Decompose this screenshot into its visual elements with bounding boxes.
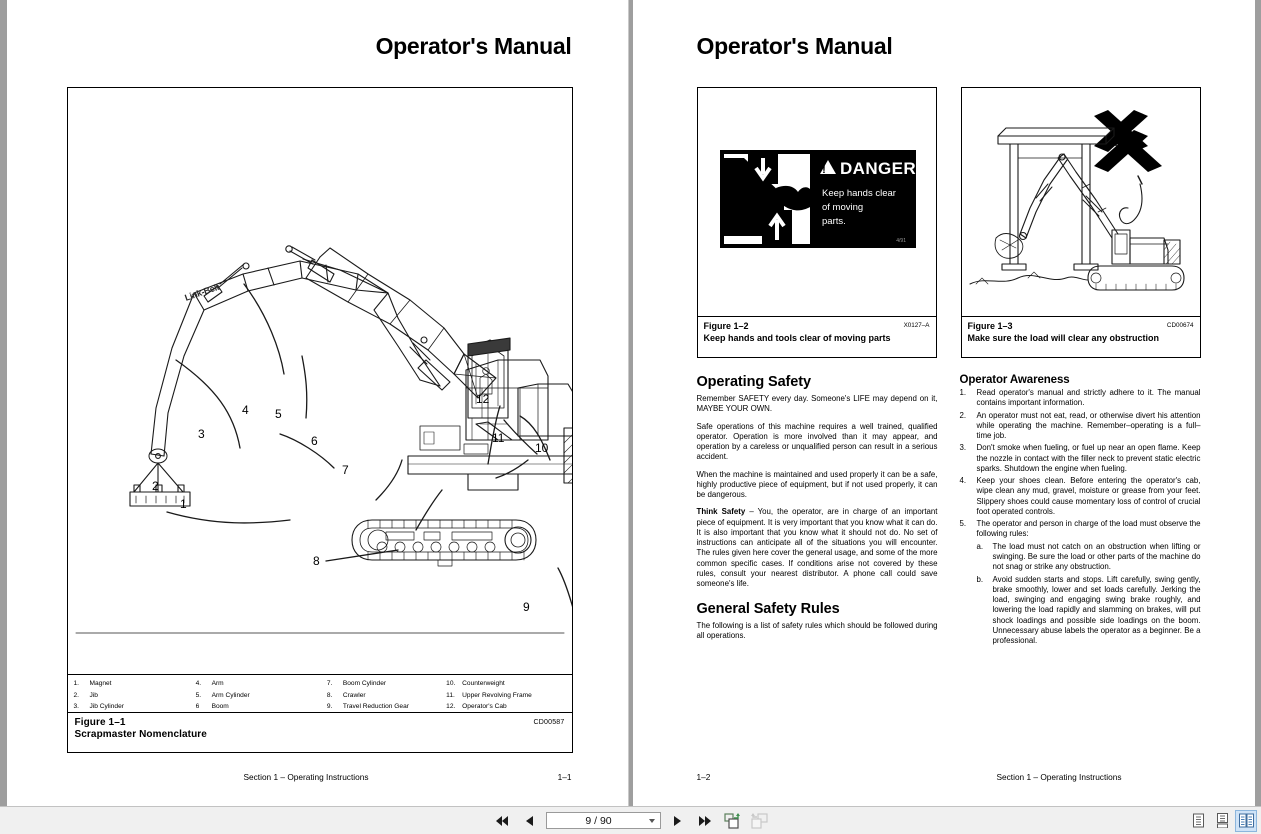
svg-text:Link-Belt: Link-Belt xyxy=(182,281,221,303)
svg-text:!: ! xyxy=(821,164,826,176)
text-column-operating-safety xyxy=(697,374,938,648)
danger-decal-illustration xyxy=(698,88,936,318)
paragraph: Safe operations of this machine requires a well trained, qualified operator. Operation is more involved than it may appear, and operation by a careless or unqualified person can result in a serious accident. xyxy=(696,421,938,462)
rotate-clockwise-icon xyxy=(724,813,741,829)
figure-caption-text: Keep hands and tools clear of moving parts xyxy=(703,333,891,343)
paragraph-think-safety xyxy=(697,507,938,589)
svg-text:3: 3 xyxy=(197,427,205,441)
list-item-marker: 2. xyxy=(959,410,967,420)
svg-text:6: 6 xyxy=(310,434,318,448)
figure-number: Figure 1–2 xyxy=(703,321,749,331)
rotate-counterclockwise-button[interactable] xyxy=(749,811,769,831)
list-item-text: Read operator's manual and strictly adhere to it. The manual contains important information. xyxy=(976,388,1201,408)
legend-item-label: Boom xyxy=(211,703,229,711)
figure-reference-code: CD00674 xyxy=(1166,322,1194,329)
legend-item-number: 9. xyxy=(326,703,333,711)
section-heading-operator-awareness: Operator Awareness xyxy=(959,374,1070,386)
continuous-scroll-icon xyxy=(1216,813,1229,828)
figure-reference-code: X0127–A xyxy=(903,322,930,329)
legend-column xyxy=(327,679,446,712)
operator-awareness-sublist xyxy=(977,542,1201,647)
figure-number: Figure 1–3 xyxy=(967,321,1013,331)
list-item-marker: 1. xyxy=(959,388,967,397)
legend-item-number: 5. xyxy=(195,691,202,699)
list-item-text: An operator must not eat, read, or otherwise divert his attention while operating the machine. Remember–operating is a full–time job. xyxy=(976,410,1201,441)
svg-text:8: 8 xyxy=(312,554,320,568)
page-number-value: 9 / 90 xyxy=(585,814,612,827)
figure-caption-text: Scrapmaster Nomenclature xyxy=(74,729,207,740)
legend-item-number: 6 xyxy=(195,703,200,711)
last-page-icon xyxy=(698,815,712,827)
list-item-text: The operator and person in charge of the load must observe the following rules: xyxy=(976,519,1201,539)
sub-list-item-text: The load must not catch on an obstruction when lifting or swinging. Be sure the load or other parts of the machine do not snag or strike any obstruction. xyxy=(992,541,1201,572)
two-page-view-button[interactable] xyxy=(1235,810,1257,832)
list-item-marker: 3. xyxy=(959,443,967,453)
paragraph: When the machine is maintained and used properly it can be a safe, highly productive piece of equipment, but if not used properly, it can be dangerous. xyxy=(696,469,938,500)
svg-text:11: 11 xyxy=(491,431,504,445)
last-page-button[interactable] xyxy=(695,811,715,831)
list-item-marker: 4. xyxy=(959,476,967,486)
legend-item xyxy=(196,691,327,701)
legend-item-number: 2. xyxy=(73,691,79,699)
rotate-clockwise-button[interactable] xyxy=(722,811,742,831)
page-number-select[interactable] xyxy=(546,812,661,829)
list-item-text: Keep your shoes clean. Before entering the operator's cab, wipe clean any mud, gravel, moisture or grease from your feet. Slippery shoes could cause momentary loss of control of crucial foot operated controls. xyxy=(976,476,1201,516)
think-safety-body: – You, the operator, are in charge of an important piece of equipment. It is very important that you know what it can do. It is also important that you know what it should not do. No set of instructions can anticipate all of the situations you will encounter. The rules given here cover the general usage, and some of the more common specific cases. If conditions arise not covered by these rules, consult your nearest distributor. A phone call could save someone's life. xyxy=(696,507,938,589)
svg-text:Wrong: Wrong xyxy=(1112,138,1143,149)
svg-text:12: 12 xyxy=(475,392,489,406)
page-footer-number-left: 1–1 xyxy=(557,772,572,782)
sub-list-item xyxy=(977,542,1201,573)
svg-text:of moving: of moving xyxy=(821,202,863,213)
legend-item-label: Operator's Cab xyxy=(462,703,507,711)
svg-text:10: 10 xyxy=(534,441,548,455)
page-title-right: Operator's Manual xyxy=(696,33,893,59)
figure-1-3-container xyxy=(961,87,1201,358)
legend-column xyxy=(446,679,565,712)
viewer-toolbar[interactable] xyxy=(0,806,1261,834)
sub-list-item xyxy=(977,575,1201,647)
figure-1-1-caption xyxy=(68,712,572,752)
think-safety-lead: Think Safety xyxy=(696,507,746,517)
legend-item-label: Counterweight xyxy=(462,680,505,687)
legend-item-number: 7. xyxy=(326,680,333,687)
next-page-button[interactable] xyxy=(668,811,688,831)
svg-text:9: 9 xyxy=(522,600,530,614)
sub-list-item-marker: a. xyxy=(976,541,984,551)
page-footer-section-left: Section 1 – Operating Instructions xyxy=(243,772,369,782)
single-page-view-button[interactable] xyxy=(1187,810,1209,832)
list-item xyxy=(960,388,1201,409)
obstruction-illustration xyxy=(962,88,1200,318)
list-item xyxy=(960,411,1201,442)
svg-text:DANGER: DANGER xyxy=(839,159,916,178)
legend-item-label: Arm xyxy=(211,680,224,687)
legend-item-label: Jib Cylinder xyxy=(89,703,124,711)
figure-caption-text: Make sure the load will clear any obstruction xyxy=(967,333,1160,343)
svg-text:7: 7 xyxy=(341,463,349,477)
document-page-right[interactable] xyxy=(633,0,1255,806)
page-title-left: Operator's Manual xyxy=(375,33,572,59)
list-item xyxy=(960,443,1201,474)
legend-item-label: Magnet xyxy=(89,680,112,687)
two-page-icon xyxy=(1239,813,1254,828)
svg-text:1: 1 xyxy=(179,497,187,511)
page-footer-number-right: 1–2 xyxy=(696,772,711,782)
rotate-counterclockwise-icon xyxy=(751,813,768,829)
chevron-right-icon xyxy=(673,815,683,827)
figure-reference-code: CD00587 xyxy=(533,719,565,726)
svg-text:5: 5 xyxy=(274,407,282,421)
legend-column xyxy=(74,679,196,712)
legend-item-number: 12. xyxy=(446,703,456,711)
list-item xyxy=(960,476,1201,517)
figure-1-3-caption xyxy=(962,316,1200,357)
svg-text:2: 2 xyxy=(151,479,159,493)
legend-item-label: Upper Revolving Frame xyxy=(462,691,532,699)
section-heading-operating-safety: Operating Safety xyxy=(696,374,811,390)
svg-text:4/91: 4/91 xyxy=(895,238,906,244)
legend-item-number: 10. xyxy=(446,680,456,687)
chevron-left-icon xyxy=(524,815,534,827)
section-heading-general-safety-rules: General Safety Rules xyxy=(696,600,840,617)
paragraph: Remember SAFETY every day. Someone's LIFE may depend on it, MAYBE YOUR OWN. xyxy=(696,394,938,414)
single-page-icon xyxy=(1192,813,1205,828)
previous-page-button[interactable] xyxy=(519,811,539,831)
list-item-text: Don't smoke when fueling, or fuel up near an open flame. Keep the nozzle in contact with the filler neck to prevent static electric sparks. Shutdown the engine when fueling. xyxy=(976,443,1201,473)
legend-item xyxy=(327,691,446,701)
legend-item-number: 11. xyxy=(446,691,455,699)
page-spread xyxy=(7,0,1255,806)
chevron-down-icon xyxy=(649,819,655,823)
legend-column xyxy=(196,679,327,712)
page-footer-section-right: Section 1 – Operating Instructions xyxy=(996,772,1122,782)
first-page-button[interactable] xyxy=(492,811,512,831)
figure-1-2-caption xyxy=(698,316,936,357)
toolbar-view-mode-group xyxy=(1187,810,1257,832)
legend-item-number: 3. xyxy=(73,703,79,711)
first-page-icon xyxy=(495,815,509,827)
legend-item-label: Arm Cylinder xyxy=(211,691,250,699)
legend-item xyxy=(74,679,196,689)
list-item xyxy=(960,519,1201,646)
figure-1-1-container xyxy=(67,87,573,753)
sub-list-item-marker: b. xyxy=(976,574,984,584)
excavator-diagram xyxy=(68,88,572,683)
svg-text:parts.: parts. xyxy=(821,216,846,227)
paragraph: The following is a list of safety rules which should be followed during all operations. xyxy=(696,620,938,640)
document-page-left[interactable] xyxy=(7,0,629,806)
svg-text:Keep hands clear: Keep hands clear xyxy=(821,188,896,199)
figure-legend xyxy=(68,674,572,712)
legend-item-number: 1. xyxy=(73,680,79,687)
legend-item-label: Jib xyxy=(89,691,98,699)
legend-item xyxy=(446,691,565,701)
figure-1-2-container xyxy=(697,87,937,358)
sub-list-item-text: Avoid sudden starts and stops. Lift carefully, swing gently, brake smoothly, lower and set loads carefully. Jerking the load, swinging and engaging swing brake roughly, and lowering the load rapidly and slamming on brakes, will put shock loadings and possible side loadings on the boom. Unnecessary abuse labels the operator as a beginner. Be a professional. xyxy=(992,574,1201,646)
legend-item-label: Crawler xyxy=(342,691,366,699)
legend-item xyxy=(446,679,565,689)
operator-awareness-list xyxy=(960,388,1201,646)
text-column-operator-awareness xyxy=(960,374,1201,648)
continuous-scroll-view-button[interactable] xyxy=(1211,810,1233,832)
svg-text:4: 4 xyxy=(241,403,249,417)
legend-item xyxy=(327,679,446,689)
list-item-marker: 5. xyxy=(959,519,967,529)
figure-number: Figure 1–1 xyxy=(74,717,126,728)
toolbar-navigation-group xyxy=(0,811,1261,831)
legend-item-number: 4. xyxy=(195,680,202,687)
legend-item xyxy=(74,691,196,701)
legend-item-label: Boom Cylinder xyxy=(342,680,387,687)
legend-item-label: Travel Reduction Gear xyxy=(342,703,409,711)
legend-item-number: 8. xyxy=(326,691,333,699)
legend-item xyxy=(196,679,327,689)
